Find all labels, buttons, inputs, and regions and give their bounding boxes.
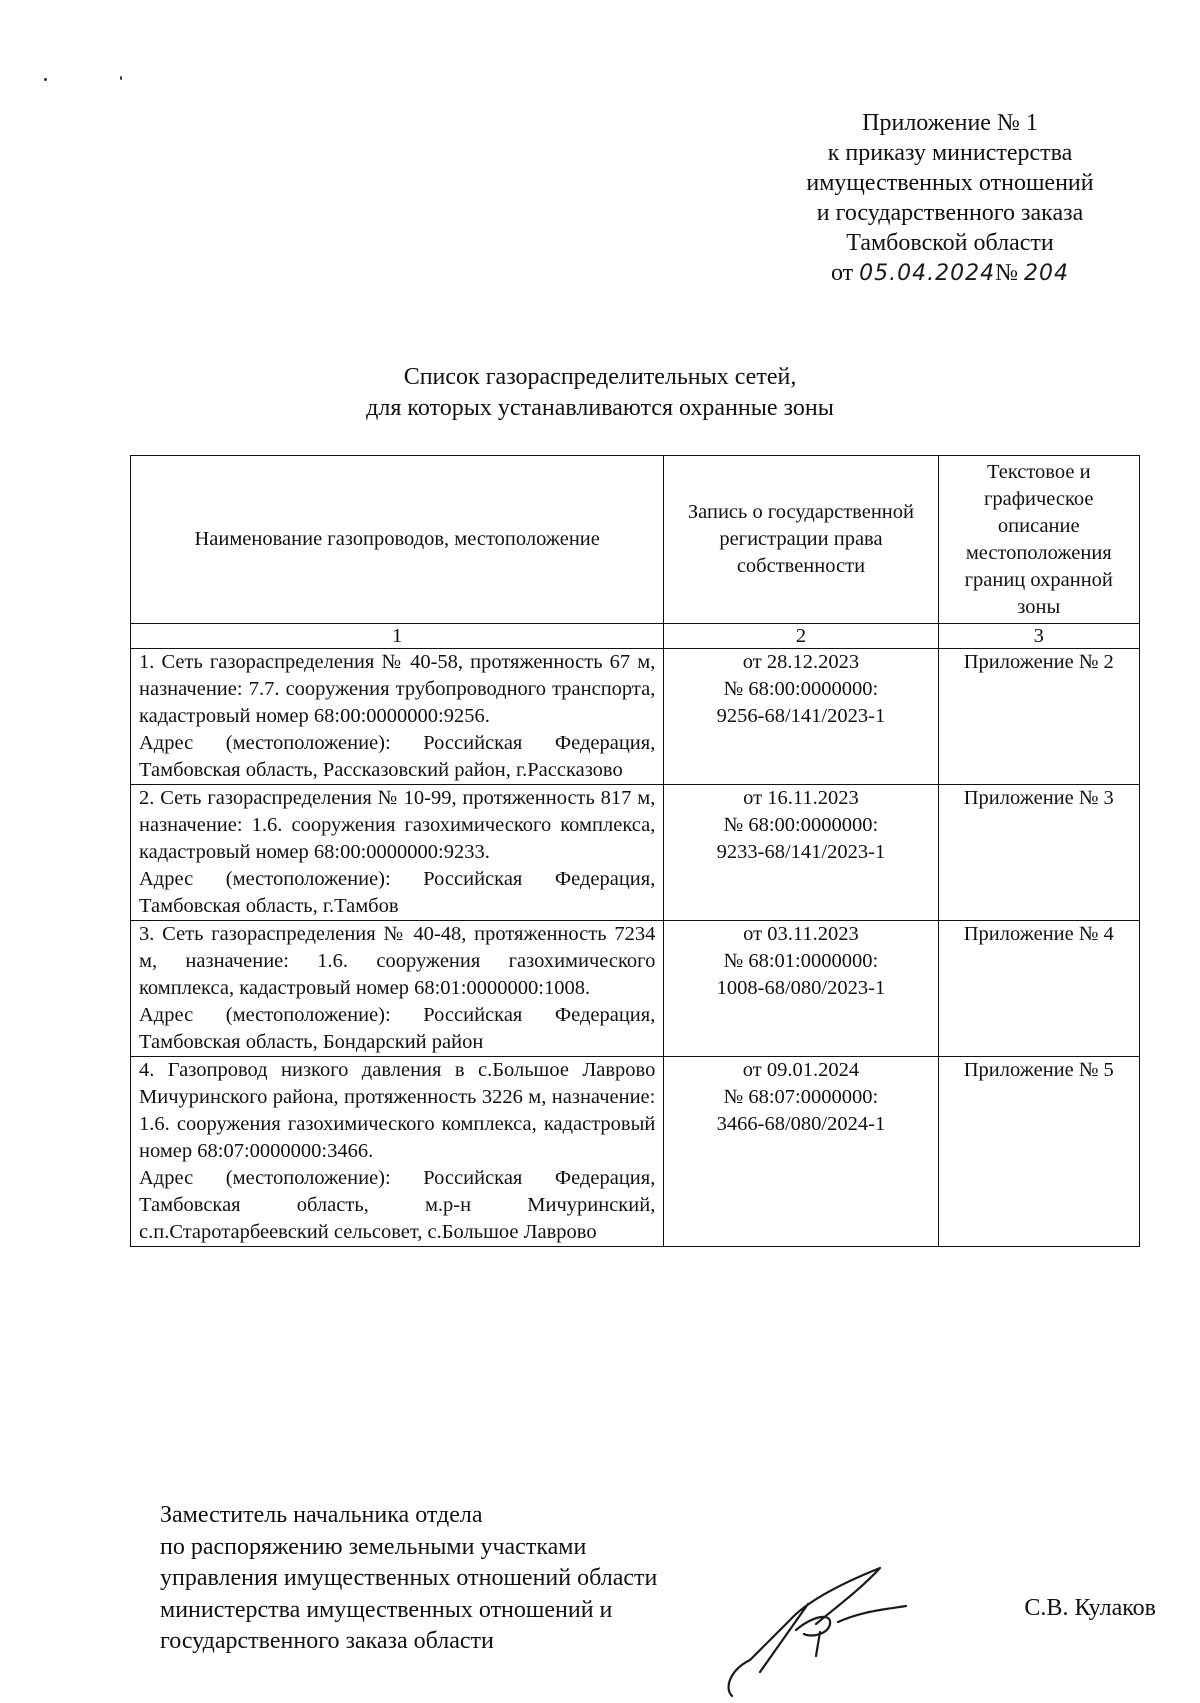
registration-number: 9233-68/141/2023-1 [716,841,886,863]
appendix-reference: Приложение № 4 [938,921,1139,1057]
registration-number: 1008-68/080/2023-1 [716,977,886,999]
registration-cell [664,1057,938,1247]
date-prefix: от [830,260,854,286]
column-number-row [131,624,1140,649]
network-description-cell [131,921,664,1057]
table-row [131,1057,1140,1247]
network-description: 2. Сеть газораспределения № 10-99, протяженность 817 м, назначение: 1.6. сооружения газохимического комплекса, кадастровый номер 68:00:0000000:9233. [139,787,656,863]
handwritten-date: 05.04.2024 [859,261,996,286]
registration-date: от 16.11.2023 [743,787,859,809]
handwritten-signature [720,1560,940,1703]
gas-networks-table [130,455,1140,1247]
registration-number: 9256-68/141/2023-1 [716,705,886,727]
appendix-reference: Приложение № 2 [938,649,1139,785]
signer-name: С.В. Кулаков [1024,1595,1156,1621]
registration-number: № 68:00:0000000: [723,678,879,700]
table-row [131,649,1140,785]
registration-cell [664,921,938,1057]
title-line-1: Список газораспределительных сетей, [403,364,797,390]
header-line: к приказу министерства [827,140,1073,166]
network-description: 1. Сеть газораспределения № 40-58, протяженность 67 м, назначение: 7.7. сооружения трубопроводного транспорта, кадастровый номер 68:00:0000000:9256. [139,651,656,727]
position-line: Заместитель начальника отдела [160,1502,483,1528]
registration-date: от 09.01.2024 [742,1059,860,1081]
title-line-2: для которых устанавливаются охранные зоны [366,395,834,421]
registration-date: от 03.11.2023 [743,923,859,945]
position-line: по распоряжению земельными участками [160,1533,587,1560]
number-prefix: № [995,260,1019,286]
network-address: Адрес (местоположение): Российская Федерация, Тамбовская область, г.Тамбов [139,868,656,917]
registration-number: № 68:01:0000000: [723,950,879,972]
column-header-name: Наименование газопроводов, местоположение [131,456,664,624]
header-line: Тамбовской области [846,230,1054,256]
network-description-cell [131,649,664,785]
header-line: и государственного заказа [816,200,1084,226]
column-number: 2 [664,624,938,649]
column-number: 3 [938,624,1139,649]
network-address: Адрес (местоположение): Российская Федерация, Тамбовская область, Рассказовский район, г.Рассказово [139,732,656,781]
appendix-reference: Приложение № 3 [938,785,1139,921]
table-row [131,921,1140,1057]
registration-cell [664,785,938,921]
network-description-cell [131,785,664,921]
network-address: Адрес (местоположение): Российская Федерация, Тамбовская область, Бондарский район [139,1004,656,1053]
document-title [260,362,940,424]
scan-speck [44,78,47,81]
position-line: министерства имущественных отношений и [160,1596,613,1623]
table-header-row [131,456,1140,624]
header-line: Приложение № 1 [862,110,1038,136]
column-number: 1 [131,624,664,649]
column-header-description: Текстовое и графическое описание местоположения границ охранной зоны [938,456,1139,624]
registration-number: 3466-68/080/2024-1 [716,1113,886,1135]
position-line: государственного заказа области [160,1628,494,1654]
scan-speck [120,76,122,80]
table-row [131,785,1140,921]
handwritten-number: 204 [1024,261,1070,286]
column-header-registration: Запись о государственной регистрации права собственности [664,456,938,624]
network-address: Адрес (местоположение): Российская Федерация, Тамбовская область, м.р-н Мичуринский, с.п.Старотарбеевский сельсовет, с.Большое Лаврово [139,1167,656,1243]
network-description-cell [131,1057,664,1247]
registration-number: № 68:07:0000000: [723,1086,879,1108]
position-line: управления имущественных отношений области [160,1565,658,1591]
appendix-header [740,108,1160,289]
registration-date: от 28.12.2023 [742,651,860,673]
signatory-position [160,1500,800,1658]
header-date-line [740,258,1160,289]
network-description: 4. Газопровод низкого давления в с.Большое Лаврово Мичуринского района, протяженность 3226 м, назначение: 1.6. сооружения газохимического комплекса, кадастровый номер 68:07:0000000:3466. [139,1059,656,1162]
appendix-reference: Приложение № 5 [938,1057,1139,1247]
header-line: имущественных отношений [806,170,1094,196]
registration-cell [664,649,938,785]
network-description: 3. Сеть газораспределения № 40-48, протяженность 7234 м, назначение: 1.6. сооружения газохимического комплекса, кадастровый номер 68:01:0000000:1008. [139,923,656,999]
registration-number: № 68:00:0000000: [723,814,879,836]
